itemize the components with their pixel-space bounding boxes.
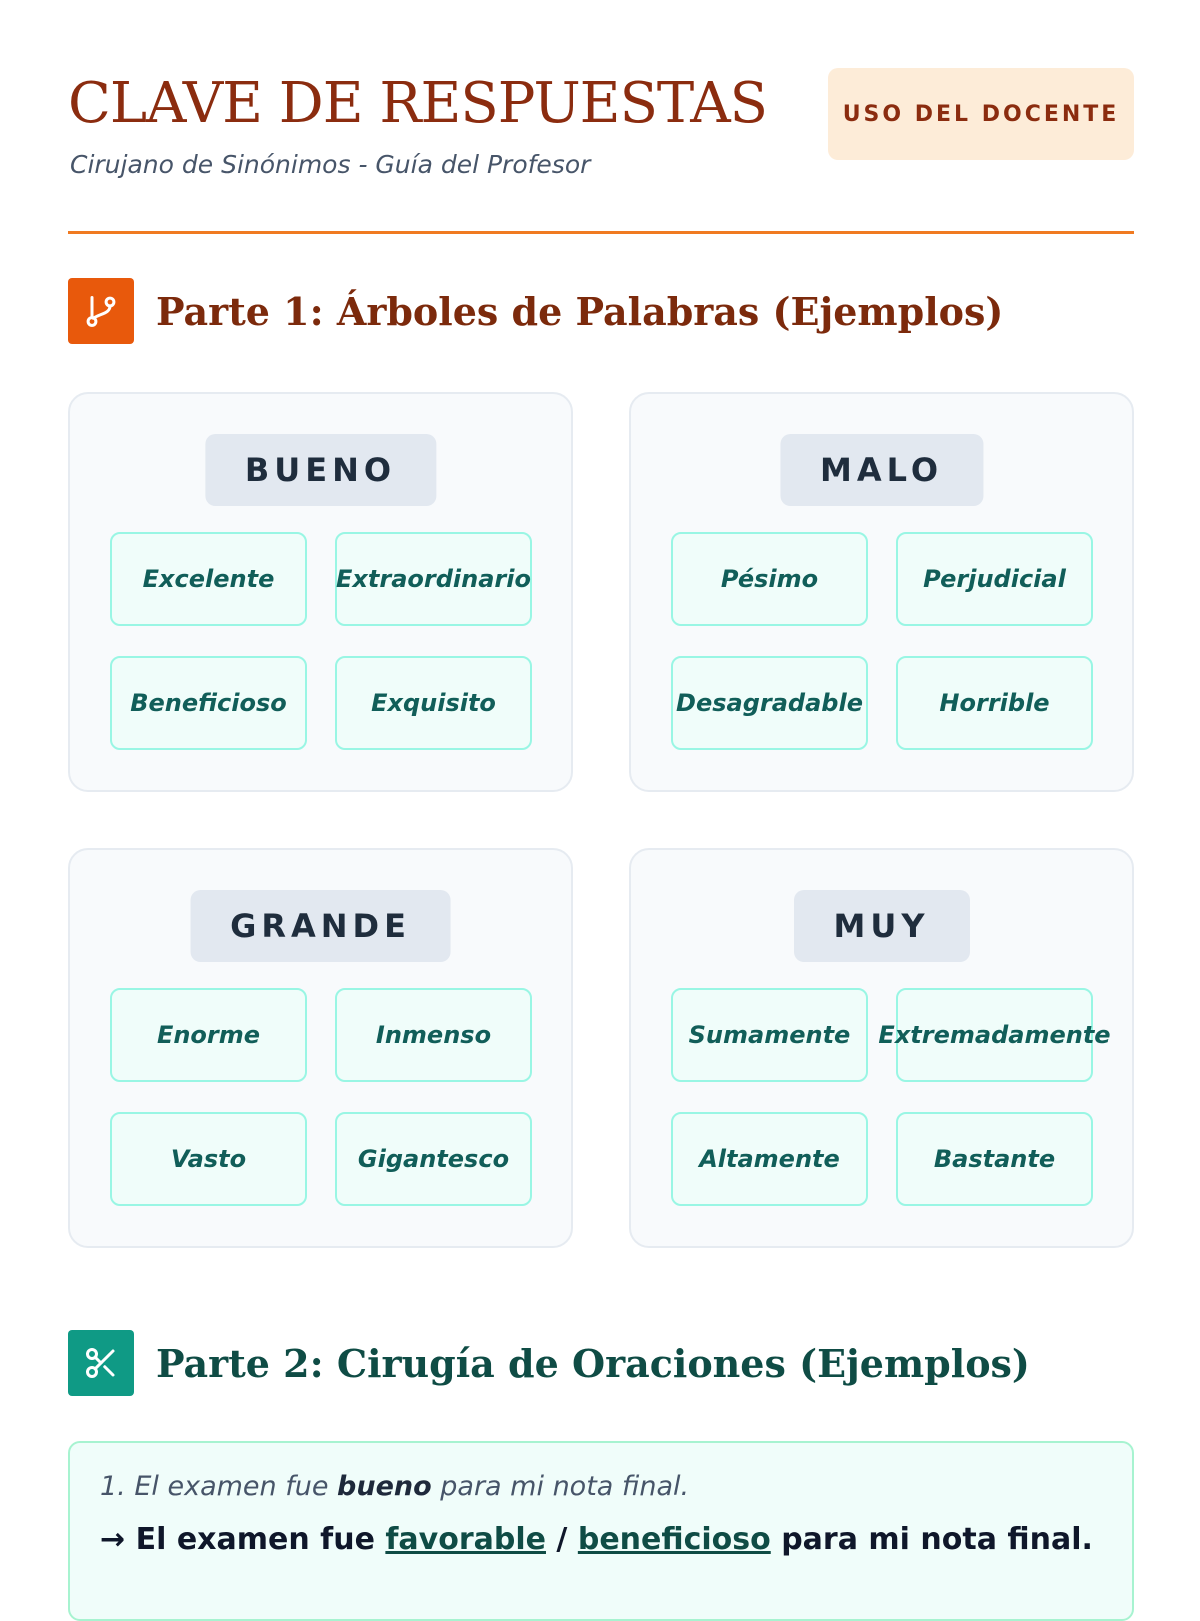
word-tree-malo: [629, 392, 1134, 792]
word-tree-muy: [629, 848, 1134, 1248]
word-tree-bueno: [68, 392, 573, 792]
synonym-box: Exquisito: [335, 656, 532, 750]
page-subtitle: Cirujano de Sinónimos - Guía del Profesor: [70, 150, 591, 179]
synonym-box: Vasto: [110, 1112, 307, 1206]
synonym-box: Extraordinario: [335, 532, 532, 626]
replacement-word: favorable: [385, 1522, 546, 1557]
synonym-box: Pésimo: [671, 532, 868, 626]
teacher-use-badge: USO DEL DOCENTE: [828, 68, 1134, 160]
tree-root-word: MUY: [794, 890, 970, 962]
part2-header: [68, 1330, 1030, 1396]
target-word: bueno: [337, 1471, 432, 1502]
word-tree-grande: [68, 848, 573, 1248]
arrow-icon: →: [100, 1522, 126, 1557]
branch-icon: [68, 278, 134, 344]
synonym-box: Gigantesco: [335, 1112, 532, 1206]
scissors-icon: [68, 1330, 134, 1396]
replacement-word: beneficioso: [577, 1522, 771, 1557]
synonym-box: Altamente: [671, 1112, 868, 1206]
tree-root-word: MALO: [780, 434, 983, 506]
tree-root-word: GRANDE: [190, 890, 451, 962]
synonym-box: Horrible: [896, 656, 1093, 750]
synonym-box: Desagradable: [671, 656, 868, 750]
part2-title: Parte 2: Cirugía de Oraciones (Ejemplos): [156, 1340, 1030, 1386]
part1-header: [68, 278, 1003, 344]
original-sentence: 1. El examen fue bueno para mi nota final.: [100, 1471, 690, 1502]
sentence-surgery-example: [68, 1441, 1134, 1621]
synonym-box: Excelente: [110, 532, 307, 626]
header: [68, 66, 1134, 234]
synonym-box: Inmenso: [335, 988, 532, 1082]
tree-root-word: BUENO: [205, 434, 436, 506]
synonym-box: Bastante: [896, 1112, 1093, 1206]
page-title: CLAVE DE RESPUESTAS: [68, 71, 768, 136]
synonym-box: Perjudicial: [896, 532, 1093, 626]
synonym-box: Enorme: [110, 988, 307, 1082]
synonym-box: Extremadamente: [896, 988, 1093, 1082]
synonym-box: Beneficioso: [110, 656, 307, 750]
synonym-box: Sumamente: [671, 988, 868, 1082]
part1-title: Parte 1: Árboles de Palabras (Ejemplos): [156, 288, 1004, 334]
improved-sentence: → El examen fue favorable / beneficioso para mi nota final.: [100, 1522, 1093, 1557]
